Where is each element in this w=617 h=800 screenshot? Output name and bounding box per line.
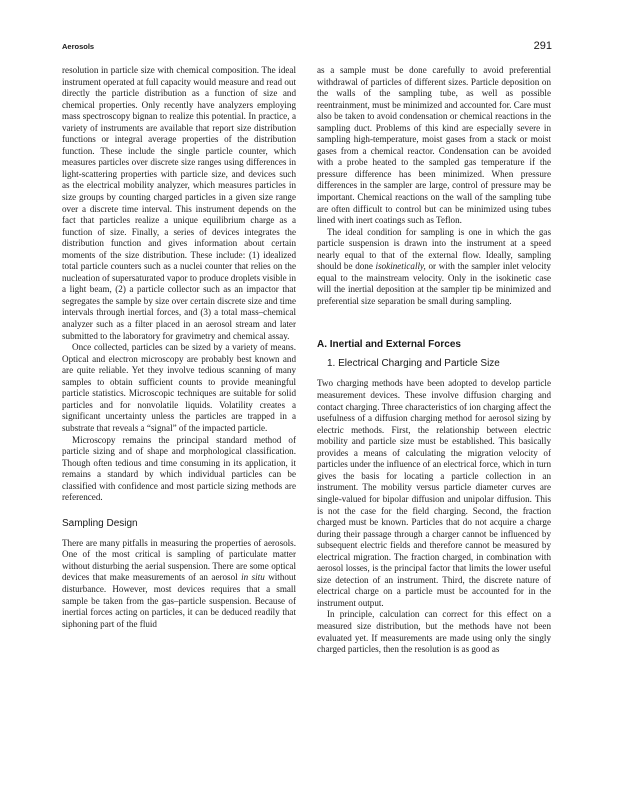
sampling-design-heading: Sampling Design xyxy=(62,517,138,529)
right-paragraph-4: In principle, calculation can correct for this effect on a measured size distribution, but the methods have not been evaluated yet. If measurements are made using only the singly charged particles, then the resolution is as good as xyxy=(317,609,551,655)
right-paragraph-2: The ideal condition for sampling is one in which the gas particle suspension is drawn into the instrument at a speed nearly equal to that of the external flow. Ideally, sampling should be done isokinetically, or with the sampler inlet velocity equal to the mainstream velocity. Only in the isokinetic case will the inertial deposition at the sampler tip be minimized and preferential size separation be small during sampling. xyxy=(317,226,551,306)
left-paragraph-2: Once collected, particles can be sized by a variety of means. Optical and electron microscopy are probably best known and are quite reliable. Yet they involve tedious scanning of many samples to obtain sufficient counts to provide meaningful particle statistics. Microscopic techniques are suitable for solid particles and for nonvolatile liquids. Volatility creates a significant uncertainty unless the particles are trapped in a substrate that reveals a “signal” of the impacted particle. xyxy=(62,342,296,433)
subsection-heading: 1. Electrical Charging and Particle Size xyxy=(327,358,500,370)
right-column xyxy=(317,65,551,656)
section-heading: A. Inertial and External Forces xyxy=(317,339,461,351)
left-paragraph-3: Microscopy remains the principal standard method of particle sizing and of shape and morphological classification. Though often tedious and time consuming in its application, it remains a standard by which individual particles can be classified with confidence and most particle sizing methods are referenced. xyxy=(62,434,296,503)
right-paragraph-3: Two charging methods have been adopted to develop particle measurement devices. These involve diffusion charging and contact charging. Three characteristics of ion charging affect the usefulness of a diffusion charging method for aerosol sizing by electric methods. First, the relationship between electric mobility and particle size must be established. This basically provides a means of calculating the migration velocity of particles under the influence of an electrical force, which in turn gives the basis for locating a particle collection in an instrument. The mobility versus particle diameter curves are single-valued for bipolar diffusion and unipolar diffusion. This is not the case for the field charging. Second, the fraction charged must be known. Particles that do not acquire a charge during their passage through a charger cannot be influenced by subsequent electric fields and therefore cannot be measured by electrical migration. The fraction charged, in combination with aerosol losses, is the principal factor that limits the lower useful size detection of an instrument. Third, the discrete nature of electrical charge on a particle must be accounted for in the instrument output. xyxy=(317,378,551,608)
left-column xyxy=(62,65,296,630)
left-paragraph-1: resolution in particle size with chemical composition. The ideal instrument operated at full capacity would measure and read out directly the particle distribution as a function of size and chemical properties. Only recently have analyzers employing mass spectroscopy bignan to realize this potential. In practice, a variety of instruments are available that report size distribution functions or integral average properties of the distribution function. These include the single particle counter, which measures particles over discrete size ranges using differences in light-scattering properties with particle size, and devices such as the electrical mobility analyzer, which measures particles in size groups by counting charged particles in a given size range over a discrete time interval. This instrument depends on the fact that particles realize a unique equilibrium charge as a function of size. Finally, a series of devices integrates the distribution function and gives information about certain moments of the size distribution. These include: (1) idealized total particle counters such as a nuclei counter that relies on the nucleation of supersaturated vapor to produce droplets visible in a light beam, (2) a particle collector such as an impactor that segregates the sample by size over certain discrete size and time intervals through inertial forces, and (3) a total mass–chemical analyzer such as a filter placed in an aerosol stream and later submitted to the laboratory for gravimetry and chemical assay. xyxy=(62,65,296,341)
left-paragraph-4: There are many pitfalls in measuring the properties of aerosols. One of the most critical is sampling of particulate matter without disturbing the aerial suspension. There are some optical devices that make measurements of an aerosol in situ without disturbance. However, most devices requires that a small sample be taken from the gas–particle suspension. Because of inertial forces acting on particles, it can be deduced readily that siphoning part of the fluid xyxy=(62,537,296,629)
right-paragraph-1: as a sample must be done carefully to avoid preferential withdrawal of particles of different sizes. Particle deposition on the walls of the sampling tube, as well as possible reentrainment, must be minimized and accounted for. Care must also be taken to avoid condensation or chemical reactions in the sampling duct. Problems of this kind are especially severe in sampling high-temperature, moist gases from a stack or moist gases from a chemical reactor. Condensation can be avoided with a probe heated to the sampled gas temperature if the pressure difference has been minimized. When pressure differences in the sampler are large, control of pressure may be important. Chemical reactions on the wall of the sampling tube are often difficult to control but can be minimized using tubes lined with inert coatings such as Teflon. xyxy=(317,65,551,226)
running-head-section: Aerosols xyxy=(62,42,95,51)
page-number: 291 xyxy=(533,40,552,52)
